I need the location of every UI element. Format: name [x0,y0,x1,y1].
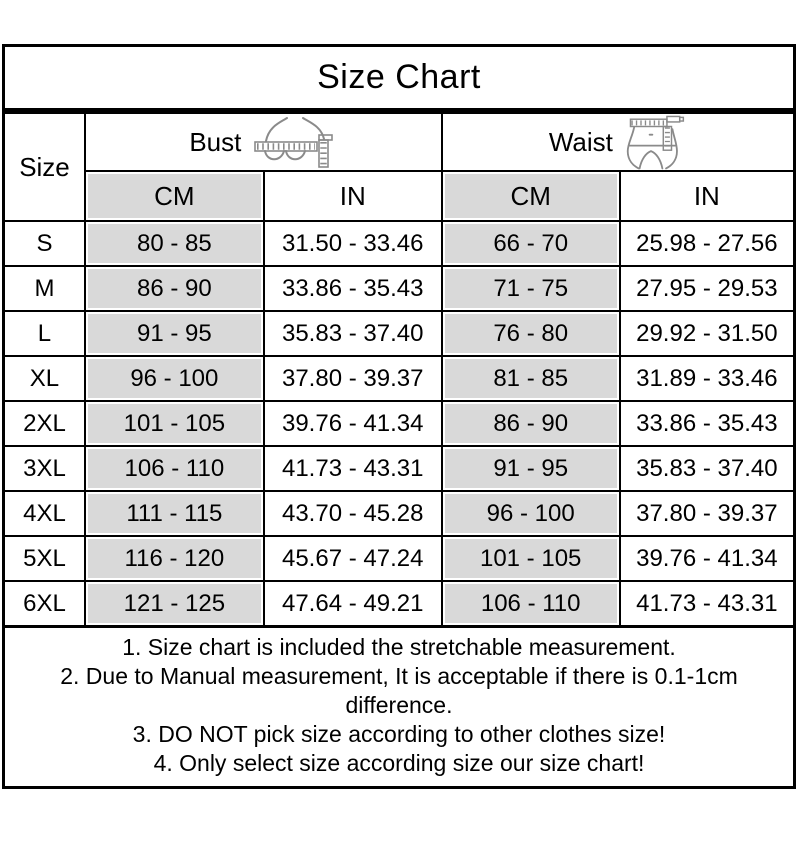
waist-cm-cell: 66 - 70 [442,221,620,266]
bust-in-cell: 45.67 - 47.24 [264,536,442,581]
table-row [4,266,795,311]
notes-box [2,628,796,789]
waist-cm-cell: 86 - 90 [442,401,620,446]
bust-cm-cell: 106 - 110 [85,446,264,491]
size-cell: 3XL [4,446,85,491]
bust-cm-cell: 111 - 115 [85,491,264,536]
table-row [4,221,795,266]
size-cell: XL [4,356,85,401]
waist-cm-cell: 71 - 75 [442,266,620,311]
waist-cm-cell: 81 - 85 [442,356,620,401]
column-group-waist [442,113,795,172]
column-group-bust [85,113,442,172]
waist-in-cell: 39.76 - 41.34 [620,536,795,581]
bust-cm-cell: 121 - 125 [85,581,264,627]
waist-tape-measure-icon [625,114,687,170]
bust-in-cell: 43.70 - 45.28 [264,491,442,536]
size-cell: 4XL [4,491,85,536]
waist-cm-cell: 101 - 105 [442,536,620,581]
size-cell: M [4,266,85,311]
size-table [2,111,796,628]
unit-header-waist-cm: CM [442,171,620,221]
bust-in-cell: 41.73 - 43.31 [264,446,442,491]
size-cell: L [4,311,85,356]
waist-in-cell: 31.89 - 33.46 [620,356,795,401]
note-line-2: 2. Due to Manual measurement, It is acceptable if there is 0.1-1cm difference. [60,663,738,718]
table-row [4,536,795,581]
column-header-size: Size [4,113,85,222]
bust-cm-cell: 91 - 95 [85,311,264,356]
bust-in-cell: 47.64 - 49.21 [264,581,442,627]
title-box [2,44,796,111]
bust-cm-cell: 96 - 100 [85,356,264,401]
waist-cm-cell: 106 - 110 [442,581,620,627]
table-row [4,581,795,627]
size-cell: S [4,221,85,266]
waist-in-cell: 25.98 - 27.56 [620,221,795,266]
bust-tape-measure-icon [253,116,337,168]
bust-cm-cell: 101 - 105 [85,401,264,446]
bust-in-cell: 33.86 - 35.43 [264,266,442,311]
bust-in-cell: 39.76 - 41.34 [264,401,442,446]
group-header-row [4,113,795,172]
waist-in-cell: 29.92 - 31.50 [620,311,795,356]
unit-header-waist-in: IN [620,171,795,221]
table-row [4,311,795,356]
bust-in-cell: 37.80 - 39.37 [264,356,442,401]
waist-in-cell: 33.86 - 35.43 [620,401,795,446]
waist-in-cell: 35.83 - 37.40 [620,446,795,491]
bust-in-cell: 31.50 - 33.46 [264,221,442,266]
table-row [4,446,795,491]
table-row [4,401,795,446]
note-line-3: 3. DO NOT pick size according to other clothes size! [132,721,666,747]
size-cell: 5XL [4,536,85,581]
waist-cm-cell: 91 - 95 [442,446,620,491]
waist-label: Waist [548,126,613,157]
bust-in-cell: 35.83 - 37.40 [264,311,442,356]
waist-in-cell: 27.95 - 29.53 [620,266,795,311]
note-line-4: 4. Only select size according size our size chart! [153,750,645,776]
table-row [4,356,795,401]
note-line-1: 1. Size chart is included the stretchable measurement. [122,634,676,660]
bust-cm-cell: 80 - 85 [85,221,264,266]
size-cell: 2XL [4,401,85,446]
bust-cm-cell: 116 - 120 [85,536,264,581]
page-title: Size Chart [317,58,481,96]
unit-header-bust-cm: CM [85,171,264,221]
waist-cm-cell: 96 - 100 [442,491,620,536]
bust-label: Bust [189,126,242,157]
table-row [4,491,795,536]
waist-cm-cell: 76 - 80 [442,311,620,356]
unit-header-row [4,171,795,221]
bust-cm-cell: 86 - 90 [85,266,264,311]
size-chart-infographic [2,44,796,789]
waist-in-cell: 41.73 - 43.31 [620,581,795,627]
unit-header-bust-in: IN [264,171,442,221]
size-table-body [4,221,795,627]
size-cell: 6XL [4,581,85,627]
waist-in-cell: 37.80 - 39.37 [620,491,795,536]
